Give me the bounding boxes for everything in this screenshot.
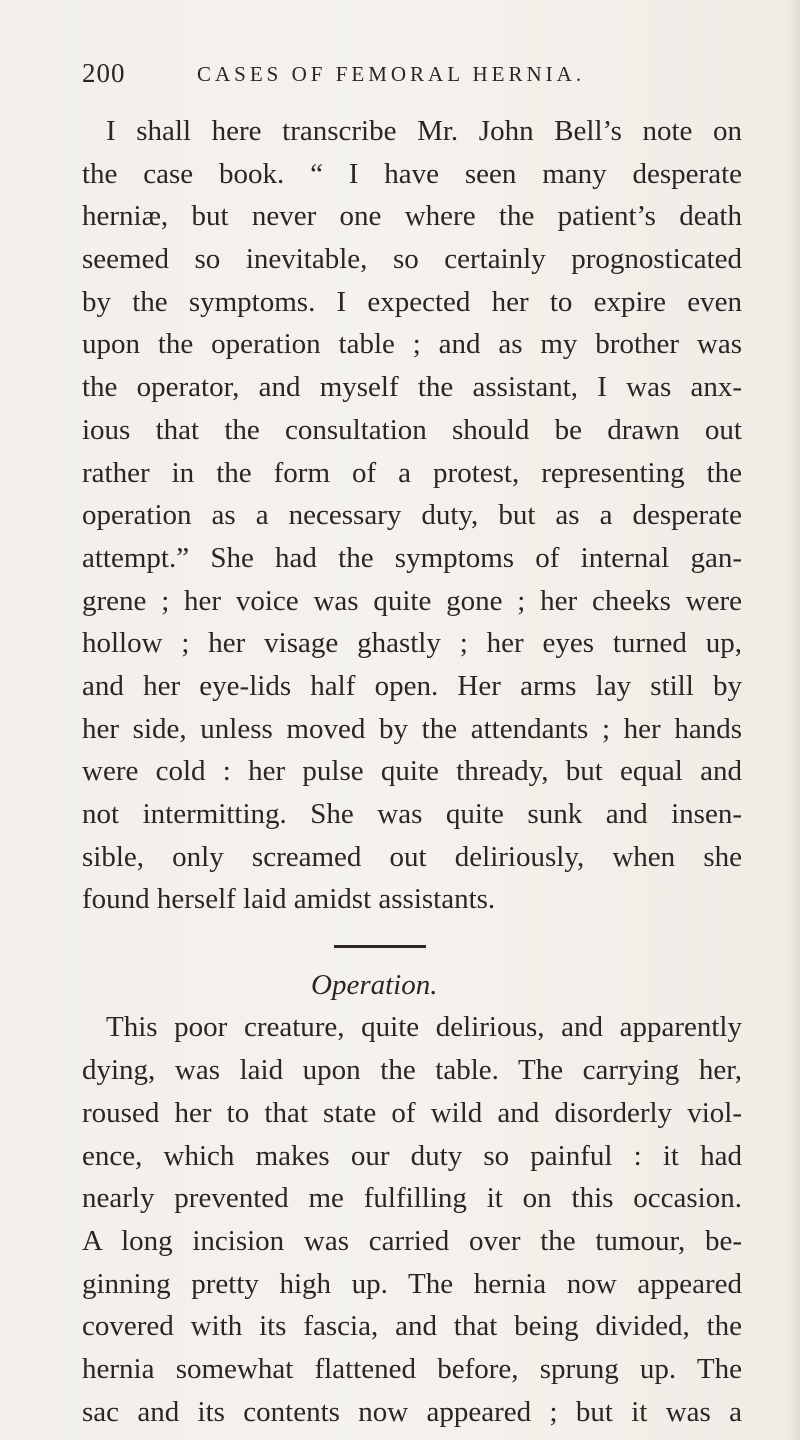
text-line: ious that the consultation should be drawn out	[82, 413, 742, 446]
text-line: ence, which makes our duty so painful : it had	[82, 1139, 742, 1172]
text-line: grene ; her voice was quite gone ; her cheeks were	[82, 584, 742, 617]
text-line: and her eye-lids half open. Her arms lay still by	[82, 669, 742, 702]
body-text	[82, 110, 742, 1433]
page-header	[82, 58, 742, 98]
text-line: by the symptoms. I expected her to expire even	[82, 285, 742, 318]
section-divider-row	[82, 921, 742, 964]
text-line: covered with its fascia, and that being divided, the	[82, 1310, 742, 1343]
text-line: hollow ; her visage ghastly ; her eyes turned up,	[82, 627, 742, 660]
text-line: hernia somewhat flattened before, sprung up. The	[82, 1352, 742, 1385]
text-line: upon the operation table ; and as my brother was	[82, 328, 742, 361]
section-divider-rule	[334, 945, 426, 948]
text-line: I shall here transcribe Mr. John Bell’s note on	[106, 115, 742, 147]
text-line: nearly prevented me fulfilling it on this occasion.	[82, 1182, 742, 1215]
running-head: CASES OF FEMORAL HERNIA.	[197, 62, 586, 86]
text-line: were cold : her pulse quite thready, but equal and	[82, 755, 742, 788]
text-line: sible, only screamed out deliriously, when she	[82, 840, 742, 873]
text-line: not intermitting. She was quite sunk and insen-	[82, 798, 742, 830]
text-line: This poor creature, quite delirious, and apparently	[106, 1011, 742, 1044]
text-line: A long incision was carried over the tumour, be-	[82, 1224, 742, 1257]
page-edge-shadow	[786, 0, 800, 1440]
text-line: roused her to that state of wild and disorderly viol-	[82, 1096, 742, 1129]
section-heading: Operation.	[311, 968, 438, 1001]
text-line: dying, was laid upon the table. The carrying her,	[82, 1054, 742, 1087]
text-line: ginning pretty high up. The hernia now appeared	[82, 1267, 742, 1300]
text-line: the case book. “ I have seen many desperate	[82, 157, 742, 190]
text-line: herniæ, but never one where the patient’s death	[82, 200, 742, 233]
page-number: 200	[82, 58, 126, 88]
text-line: attempt.” She had the symptoms of internal gan-	[82, 541, 742, 574]
text-line: operation as a necessary duty, but as a desperate	[82, 499, 742, 532]
text-line: seemed so inevitable, so certainly prognosticated	[82, 243, 742, 276]
text-line: the operator, and myself the assistant, I was anx-	[82, 371, 742, 404]
text-line: her side, unless moved by the attendants ; her hands	[82, 712, 742, 745]
text-line: found herself laid amidst assistants.	[82, 883, 496, 916]
text-line: rather in the form of a protest, representing the	[82, 456, 742, 489]
text-line: sac and its contents now appeared ; but it was a	[82, 1395, 742, 1428]
